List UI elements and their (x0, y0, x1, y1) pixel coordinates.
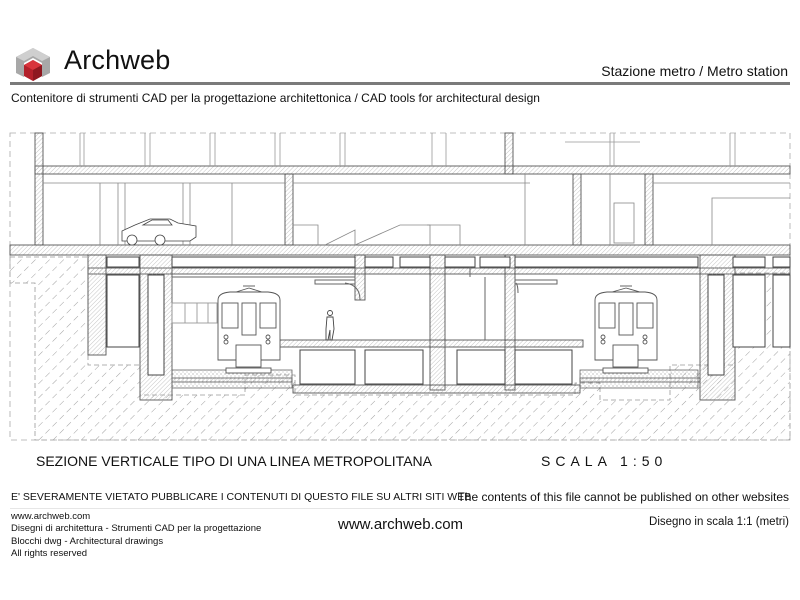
archweb-logo-icon (14, 46, 52, 82)
drawing-scale: SCALA 1:50 (541, 453, 668, 469)
car-drawing (122, 219, 196, 245)
footer-line: All rights reserved (11, 548, 88, 560)
drawing-subject: Stazione metro / Metro station (601, 63, 788, 79)
person-figure (326, 311, 334, 341)
footer-divider (10, 508, 790, 509)
train-right (595, 286, 657, 373)
copyright-notice-italian: E' SEVERAMENTE VIETATO PUBBLICARE I CONTENUTI DI QUESTO FILE SU ALTRI SITI WEB (11, 491, 472, 503)
train-left (172, 286, 280, 373)
drawing-units: Disegno in scala 1:1 (metri) (649, 516, 789, 528)
copyright-notice-english: The contents of this file cannot be published on other websites (457, 490, 789, 504)
section-title: SEZIONE VERTICALE TIPO DI UNA LINEA METROPOLITANA (36, 453, 432, 469)
header-divider (10, 82, 790, 85)
footer-line: Disegni di architettura - Strumenti CAD per la progettazione (11, 523, 262, 535)
brand-name: Archweb (64, 45, 171, 75)
website-link[interactable]: www.archweb.com (338, 516, 464, 533)
footer-info (11, 511, 261, 561)
footer-line: www.archweb.com (11, 511, 91, 522)
metro-section-drawing (0, 125, 800, 445)
tagline: Contenitore di strumenti CAD per la progettazione architettonica / CAD tools for architectural design (11, 91, 540, 105)
footer-line: Blocchi dwg - Architectural drawings (11, 535, 164, 547)
